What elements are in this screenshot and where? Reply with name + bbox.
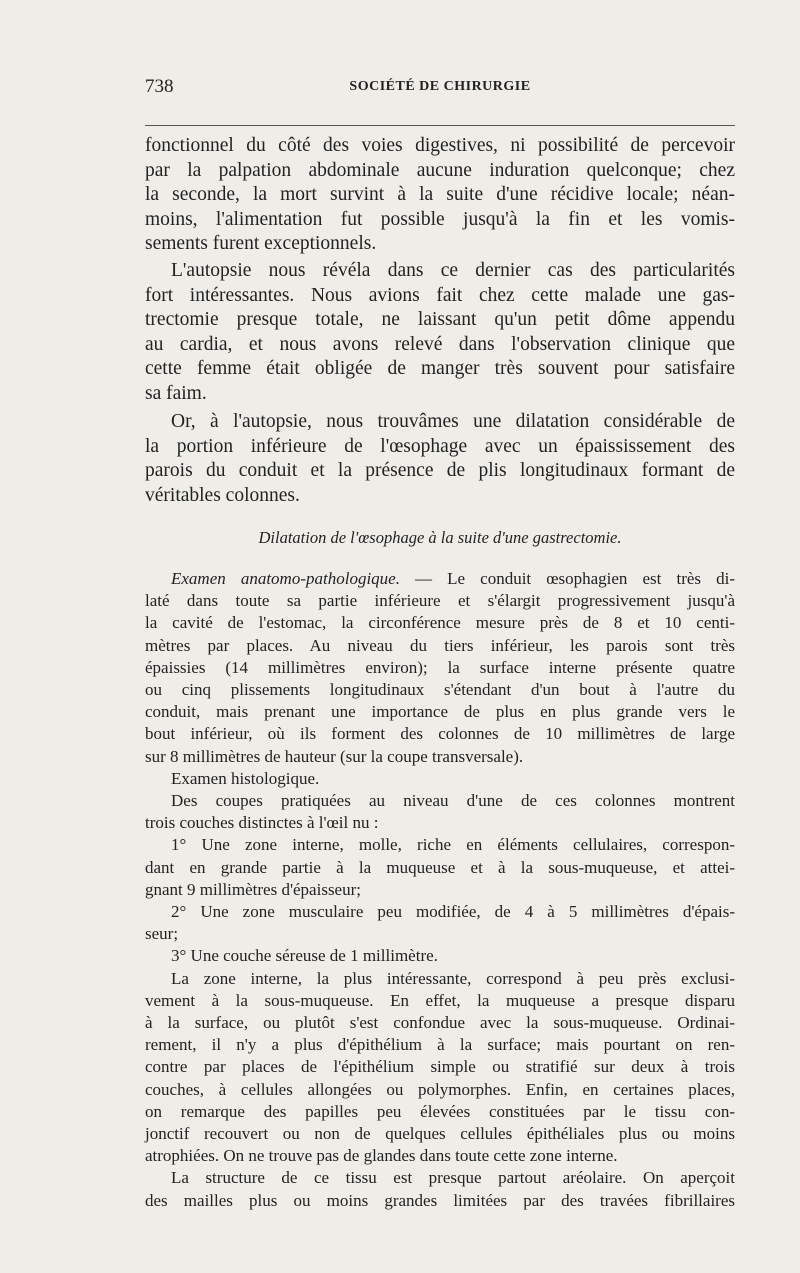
- paragraph-3: [145, 410, 735, 508]
- page-number: 738: [145, 76, 174, 97]
- header-rule: [145, 125, 735, 126]
- text-line: bout inférieur, où ils forment des colonnes de 10 millimètres de large: [145, 724, 735, 744]
- text-line: la portion inférieure de l'œsophage avec un épaississement des: [145, 435, 735, 457]
- text-line: gnant 9 millimètres d'épaisseur;: [145, 879, 361, 899]
- text-line: véritables colonnes.: [145, 484, 300, 506]
- list-item-3: 3° Une couche séreuse de 1 millimètre.: [171, 946, 438, 966]
- running-title: SOCIÉTÉ DE CHIRURGIE: [349, 79, 531, 94]
- text-line: des mailles plus ou moins grandes limitées par des travées fibrillaires: [145, 1190, 735, 1210]
- paragraph-1: [145, 134, 735, 257]
- text-line: on remarque des papilles peu élevées constituées par le tissu con-: [145, 1101, 735, 1121]
- text-line: trectomie presque totale, ne laissant qu'un petit dôme appendu: [145, 309, 735, 331]
- text-line: sur 8 millimètres de hauteur (sur la coupe transversale).: [145, 746, 524, 766]
- text-line: mètres par places. Au niveau du tiers inférieur, les parois sont très: [145, 635, 735, 655]
- paragraph-2: [145, 259, 735, 407]
- anatomo-pathological-exam: [145, 568, 735, 1212]
- text-line: trois couches distinctes à l'œil nu :: [145, 813, 379, 833]
- text-line: cette femme était obligée de manger très souvent pour satisfaire: [145, 358, 735, 380]
- list-item-1: 1° Une zone interne, molle, riche en éléments cellulaires, correspon-: [171, 835, 735, 855]
- text-line: fort intéressantes. Nous avions fait chez cette malade une gas-: [145, 284, 735, 306]
- exam-first-line: — Le conduit œsophagien est très di-: [399, 569, 735, 588]
- text-line: [145, 568, 735, 590]
- text-line: jonctif recouvert ou non de quelques cellules épithéliales plus ou moins: [145, 1124, 735, 1144]
- text-line: la seconde, la mort survint à la suite d'une récidive locale; néan-: [145, 184, 735, 206]
- text-line: La structure de ce tissu est presque partout aréolaire. On aperçoit: [171, 1168, 735, 1188]
- text-line: atrophiées. On ne trouve pas de glandes dans toute cette zone interne.: [145, 1146, 618, 1166]
- text-line: La zone interne, la plus intéressante, correspond à peu près exclusi-: [171, 968, 735, 988]
- text-line: seur;: [145, 924, 179, 944]
- text-line: la cavité de l'estomac, la circonférence mesure près de 8 et 10 centi-: [145, 613, 735, 633]
- text-line: ou cinq plissements longitudinaux s'étendant d'un bout à l'autre du: [145, 680, 735, 700]
- histology-heading: Examen histologique.: [171, 768, 320, 788]
- text-line: rement, il n'y a plus d'épithélium à la surface; mais pourtant on ren-: [145, 1035, 735, 1055]
- text-line: laté dans toute sa partie inférieure et s'élargit progressivement jusqu'à: [145, 591, 735, 611]
- text-line: vement à la sous-muqueuse. En effet, la muqueuse a presque disparu: [145, 990, 735, 1010]
- text-line: Or, à l'autopsie, nous trouvâmes une dilatation considérable de: [171, 411, 735, 432]
- list-item-2: 2° Une zone musculaire peu modifiée, de 4 à 5 millimètres d'épais-: [171, 902, 735, 922]
- text-line: sements furent exceptionnels.: [145, 233, 377, 255]
- text-line: contre par places de l'épithélium simple ou stratifié sur deux à trois: [145, 1057, 735, 1077]
- text-line: couches, à cellules allongées ou polymorphes. Enfin, en certaines places,: [145, 1079, 735, 1099]
- text-line: épaissies (14 millimètres environ); la surface interne présente quatre: [145, 657, 735, 677]
- text-line: Des coupes pratiquées au niveau d'une de ces colonnes montrent: [171, 791, 735, 811]
- text-line: L'autopsie nous révéla dans ce dernier cas des particularités: [171, 260, 735, 281]
- text-line: au cardia, et nous avons relevé dans l'observation clinique que: [145, 333, 735, 355]
- text-line: parois du conduit et la présence de plis longitudinaux formant de: [145, 460, 735, 482]
- text-line: par la palpation abdominale aucune induration quelconque; chez: [145, 159, 735, 181]
- text-line: dant en grande partie à la muqueuse et à la sous-muqueuse, et attei-: [145, 857, 735, 877]
- text-line: à la surface, ou plutôt s'est confondue avec la sous-muqueuse. Ordinai-: [145, 1013, 735, 1033]
- exam-heading: Examen anatomo-pathologique.: [171, 569, 400, 588]
- text-line: sa faim.: [145, 382, 207, 404]
- section-caption: Dilatation de l'œsophage à la suite d'une gastrectomie.: [258, 528, 622, 547]
- text-line: fonctionnel du côté des voies digestives, ni possibilité de percevoir: [145, 135, 735, 156]
- page-header: [145, 76, 735, 100]
- text-line: moins, l'alimentation fut possible jusqu'à la fin et les vomis-: [145, 208, 735, 230]
- text-line: conduit, mais prenant une importance de plus en plus grande vers le: [145, 702, 735, 722]
